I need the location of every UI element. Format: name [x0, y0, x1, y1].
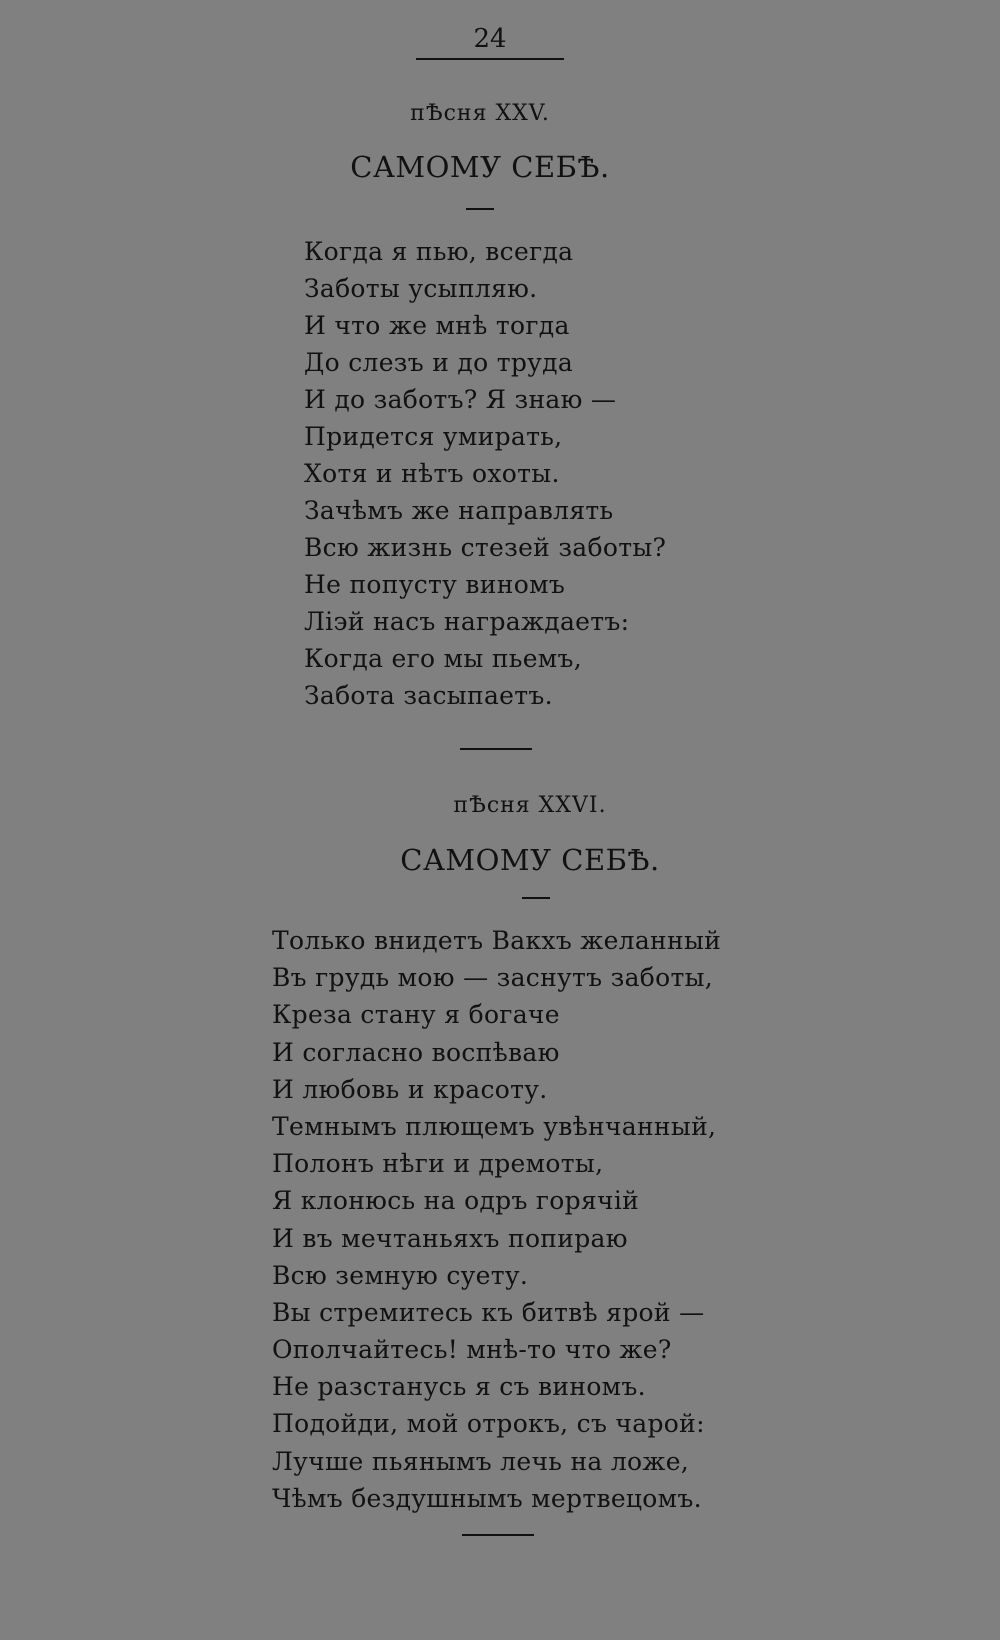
song-label: пѢсня XXVI. — [453, 793, 607, 818]
poem-line: Полонъ нѣги и дремоты, — [272, 1149, 604, 1179]
poem-line: Придется умирать, — [304, 422, 563, 451]
poem-line: Вы стремитесь къ битвѣ ярой — — [272, 1297, 705, 1327]
poem-line: Я клонюсь на одръ горячій — [272, 1186, 640, 1216]
poem-stanza — [304, 233, 666, 714]
poem-line: И до заботъ? Я знаю — — [304, 385, 617, 414]
title-dash — [466, 208, 494, 210]
page-number: 24 — [473, 24, 507, 54]
poem-line: Ліэй насъ награждаетъ: — [304, 607, 630, 636]
poem-line: Чѣмъ бездушнымъ мертвецомъ. — [272, 1483, 702, 1513]
poem-line: До слезъ и до труда — [304, 348, 574, 377]
poem-line: Всю жизнь стезей заботы? — [304, 533, 667, 562]
song-label: пѢсня XXV. — [410, 101, 550, 126]
song-title: САМОМУ СЕБѢ. — [400, 843, 660, 877]
poem-line: Въ грудь мою — заснутъ заботы, — [272, 963, 714, 993]
poem-line: И любовь и красоту. — [272, 1074, 548, 1104]
poem-line: Хотя и нѣтъ охоты. — [304, 459, 560, 488]
poem-line: Только внидетъ Вакхъ желанный — [272, 926, 722, 955]
poem-line: И въ мечтаньяхъ попираю — [272, 1223, 628, 1253]
poem-line: Заботы усыпляю. — [304, 274, 538, 303]
poem-line: Креза стану я богаче — [272, 1000, 560, 1030]
song-title: САМОМУ СЕБѢ. — [350, 150, 610, 184]
poem-line: Всю земную суету. — [272, 1260, 529, 1290]
title-dash — [522, 897, 550, 899]
poem-line: И что же мнѣ тогда — [304, 311, 570, 340]
poem-line: Ополчайтесь! мнѣ-то что же? — [272, 1335, 672, 1365]
poem-line: Зачѣмъ же направлять — [304, 496, 614, 525]
poem-line: Когда я пью, всегда — [304, 237, 574, 266]
end-divider — [462, 1534, 534, 1536]
poem-line: Когда его мы пьемъ, — [304, 644, 582, 673]
poem-stanza — [272, 922, 721, 1517]
poem-line: Не попусту виномъ — [304, 570, 566, 599]
poem-line: И согласно воспѣваю — [272, 1037, 560, 1067]
section-divider — [460, 748, 532, 750]
poem-line: Забота засыпаетъ. — [304, 681, 553, 710]
header-rule — [416, 58, 564, 60]
poem-line: Не разстанусь я съ виномъ. — [272, 1372, 646, 1402]
poem-line: Подойди, мой отрокъ, съ чарой: — [272, 1409, 705, 1439]
poem-line: Лучше пьянымъ лечь на ложе, — [272, 1446, 690, 1476]
poem-line: Темнымъ плющемъ увѣнчанный, — [272, 1111, 717, 1141]
